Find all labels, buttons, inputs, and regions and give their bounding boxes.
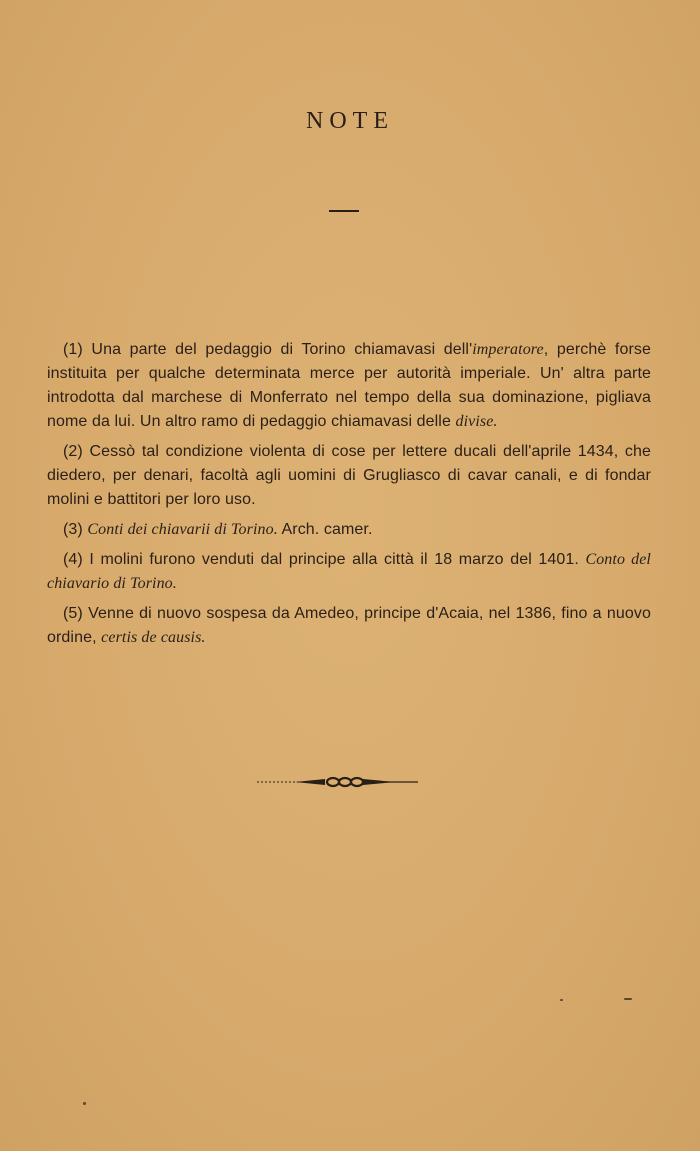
footnote-italic-text: certis de causis. — [101, 629, 206, 646]
footnote-text: Venne di nuovo sospesa da Amedeo, principe d'Acaia, nel 1386, fino a nuovo ordine, — [47, 605, 651, 646]
footnote-italic-text: imperatore — [472, 341, 544, 358]
footnote-2 — [47, 440, 651, 512]
paper-speck — [83, 1102, 86, 1105]
notes-list — [47, 338, 651, 656]
footnote-text: Cessò tal condizione violenta di cose per lettere ducali dell'aprile 1434, che diedero, per denari, facoltà agli uomini di Grugliasco di cavar canali, e di fondar molini e battitori per loro uso. — [47, 443, 651, 508]
footnote-italic-text: divise. — [455, 413, 498, 430]
footnote-number: (1) — [63, 341, 83, 358]
page-title: NOTE — [306, 108, 394, 135]
footnote-italic-text: Conti dei chiavarii di Torino. — [87, 521, 278, 538]
footnote-number: (2) — [63, 443, 83, 460]
tailpiece-ornament — [255, 770, 420, 794]
footnote-italic-text: Conto del chiavario di Torino. — [47, 551, 651, 592]
footnote-text: Una parte del pedaggio di Torino chiamavasi dell' — [82, 341, 473, 358]
footnote-1 — [47, 338, 651, 434]
footnote-5 — [47, 602, 651, 650]
footnote-4 — [47, 548, 651, 596]
footnote-number: (3) — [63, 521, 83, 538]
paper-speck — [624, 998, 632, 1000]
paper-speck — [560, 999, 563, 1001]
footnote-text: , perchè forse instituita per qualche determinata merce per autorità imperiale. Un' altra parte introdotta dal marchese di Monferrato nel tempo della sua dominazione, pigliava nome da lui. Un altro ramo di pedaggio chiamavasi delle — [47, 341, 651, 430]
footnote-number: (5) — [63, 605, 83, 622]
title-rule — [329, 210, 359, 212]
footnote-text: Arch. camer. — [277, 521, 373, 538]
footnote-text: I molini furono venduti dal principe alla città il 18 marzo del 1401. — [82, 551, 586, 568]
footnote-number: (4) — [63, 551, 83, 568]
footnote-3 — [47, 518, 651, 542]
